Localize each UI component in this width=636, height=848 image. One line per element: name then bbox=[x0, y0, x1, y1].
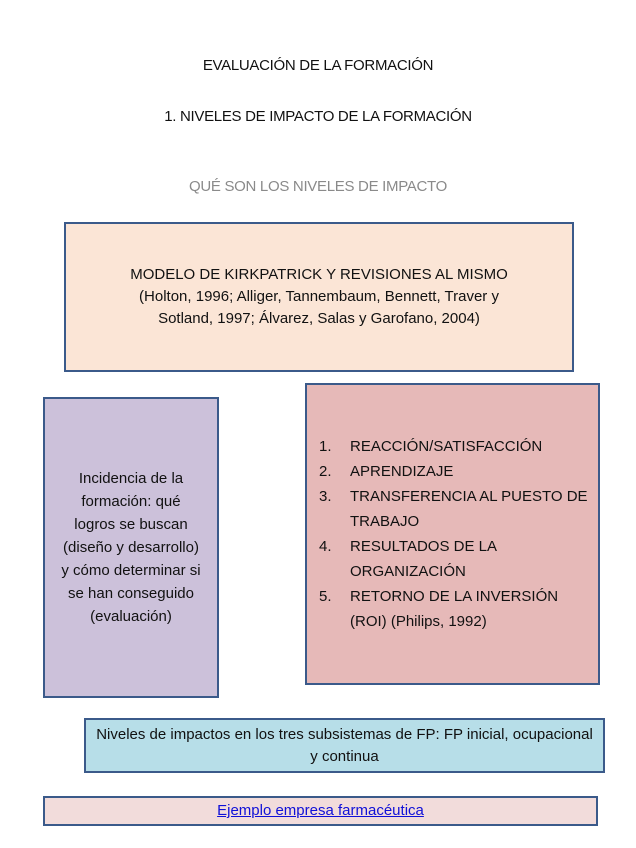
impact-levels-list bbox=[319, 434, 588, 634]
level-number: 2. bbox=[319, 463, 332, 480]
list-item bbox=[319, 434, 588, 459]
model-title: MODELO DE KIRKPATRICK Y REVISIONES AL MISMO bbox=[130, 266, 508, 283]
impact-levels-box bbox=[305, 383, 600, 685]
fp-subsystems-box bbox=[84, 718, 605, 773]
model-citation-line-1: (Holton, 1996; Alliger, Tannembaum, Bennett, Traver y bbox=[139, 288, 499, 305]
kirkpatrick-model-box bbox=[64, 222, 574, 372]
example-box bbox=[43, 796, 598, 826]
level-number: 3. bbox=[319, 488, 332, 505]
example-company-link[interactable]: Ejemplo empresa farmacéutica bbox=[217, 802, 424, 819]
list-item bbox=[319, 484, 588, 534]
list-item bbox=[319, 584, 588, 634]
level-number: 4. bbox=[319, 538, 332, 555]
document-title: EVALUACIÓN DE LA FORMACIÓN bbox=[202, 57, 434, 74]
level-label: RETORNO DE LA INVERSIÓN (ROI) (Philips, 1992) bbox=[350, 588, 559, 630]
level-number: 5. bbox=[319, 588, 332, 605]
level-label: TRANSFERENCIA AL PUESTO DE TRABAJO bbox=[350, 488, 588, 530]
level-label: APRENDIZAJE bbox=[350, 463, 454, 480]
incidence-box bbox=[43, 397, 219, 698]
level-number: 1. bbox=[319, 438, 332, 455]
subsection-heading: QUÉ SON LOS NIVELES DE IMPACTO bbox=[188, 178, 447, 195]
level-label: RESULTADOS DE LA ORGANIZACIÓN bbox=[350, 538, 497, 580]
model-citation-line-2: Sotland, 1997; Álvarez, Salas y Garofano, 2004) bbox=[158, 310, 480, 327]
list-item bbox=[319, 459, 588, 484]
incidence-text: Incidencia de la formación: qué logros se buscan (diseño y desarrollo) y cómo determinar si se han conseguido (evaluación) bbox=[61, 470, 201, 625]
section-heading: 1. NIVELES DE IMPACTO DE LA FORMACIÓN bbox=[164, 108, 472, 125]
fp-subsystems-text: Niveles de impactos en los tres subsistemas de FP: FP inicial, ocupacional y continua bbox=[96, 725, 593, 765]
level-label: REACCIÓN/SATISFACCIÓN bbox=[350, 438, 543, 455]
list-item bbox=[319, 534, 588, 584]
